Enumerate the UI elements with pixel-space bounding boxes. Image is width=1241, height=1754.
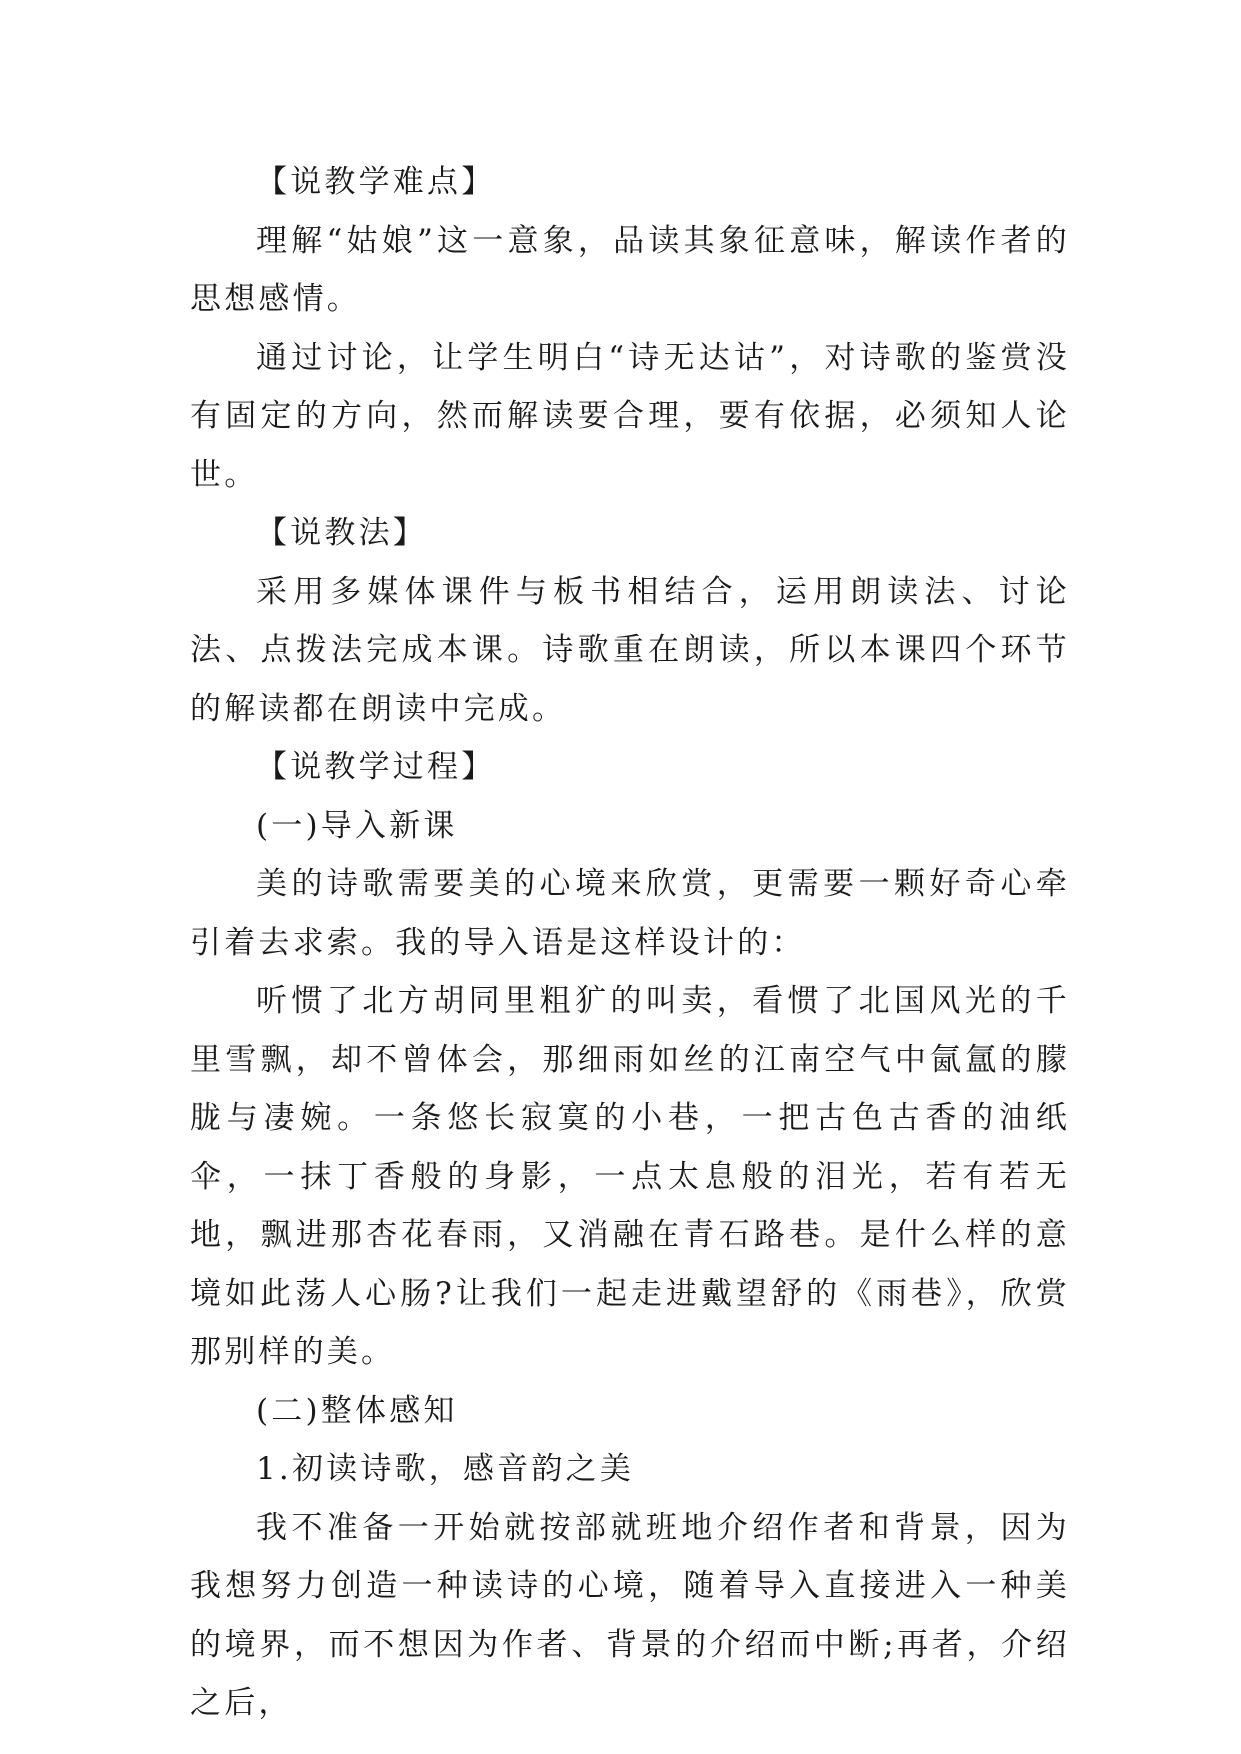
document-body — [190, 153, 1070, 1733]
section-heading-teaching-difficulty: 【说教学难点】 — [256, 164, 496, 200]
paragraph: 我不准备一开始就按部就班地介绍作者和背景，因为我想努力创造一种读诗的心境，随着导入直接进入一种美的境界，而不想因为作者、背景的介绍而中断;再者，介绍之后， — [190, 1509, 1070, 1721]
section-heading-teaching-method: 【说教法】 — [256, 515, 427, 551]
paragraph: 美的诗歌需要美的心境来欣赏，更需要一颗好奇心牵引着去求索。我的导入语是这样设计的： — [190, 866, 1070, 961]
paragraph: 听惯了北方胡同里粗犷的叫卖，看惯了北国风光的千里雪飘，却不曾体会，那细雨如丝的江南空气中氤氲的朦胧与凄婉。一条悠长寂寞的小巷，一把古色古香的油纸伞，一抹丁香般的身影，一点太息般的泪光，若有若无地，飘进那杏花春雨，又消融在青石路巷。是什么样的意境如此荡人心肠?让我们一起走进戴望舒的《雨巷》，欣赏那别样的美。 — [190, 983, 1070, 1370]
section-heading-teaching-process: 【说教学过程】 — [256, 749, 496, 785]
subheading-overall-perception: (二)整体感知 — [256, 1392, 458, 1429]
paragraph: 采用多媒体课件与板书相结合，运用朗读法、讨论法、点拨法完成本课。诗歌重在朗读，所以本课四个环节的解读都在朗读中完成。 — [190, 573, 1070, 727]
paragraph: 理解“姑娘”这一意象，品读其象征意味，解读作者的思想感情。 — [190, 222, 1070, 317]
subheading-introduction: (一)导入新课 — [256, 807, 458, 844]
paragraph: 通过讨论，让学生明白“诗无达诂”，对诗歌的鉴赏没有固定的方向，然而解读要合理，要有依据，必须知人论世。 — [190, 339, 1070, 493]
subheading-first-reading: 1.初读诗歌，感音韵之美 — [256, 1451, 634, 1487]
